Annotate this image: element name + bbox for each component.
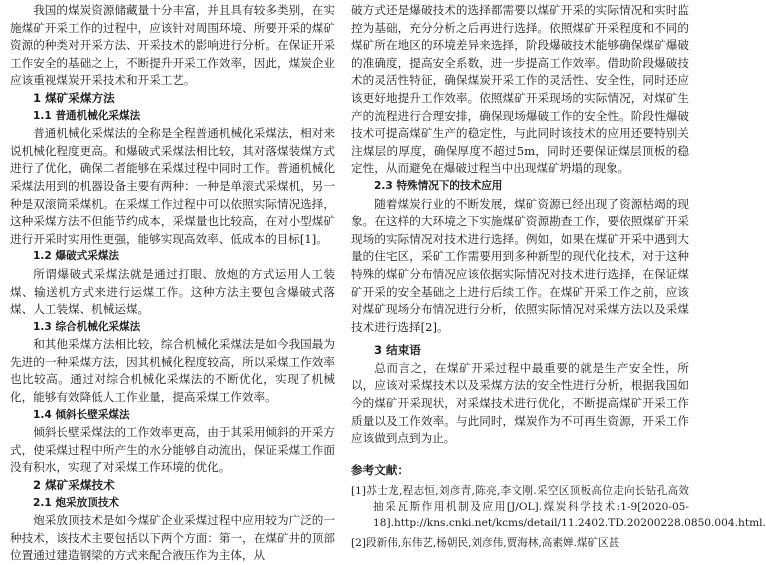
section-1-4-title: 1.4 倾斜长壁采煤法 <box>33 408 130 421</box>
section-2-3-paragraph: 随着煤炭行业的不断发展，煤矿资源已经出现了资源枯竭的现象。在这样的大环境之下实施煤矿资源勘查工作，要依照煤矿开采现场的实际情况对技术进行选择。例如，如果在煤矿开采中遇到大量的住宅区，采矿工作需要用到多种新型的现代化技术，对于这种特殊的煤矿分布情况应该依据实际情况对技术进行选择，在保证煤矿开采的安全基础之上进行后续工作。在煤矿开采工作之前，应该对煤矿现场分布情况进行分析，依照实际情况对采煤方法以及采煤技术进行选择[2]。 <box>351 196 689 334</box>
section-2-3-title: 2.3 特殊情况下的技术应用 <box>374 179 503 192</box>
continued-paragraph: 破方式还是爆破技术的选择都需要以煤矿开采的实际情况和实时监控为基础，充分分析之后再进行选择。依照煤矿开采程度和不同的煤矿所在地区的环境差异来选择，阶段爆破技术能够确保煤矿爆破的准确度，提高安全系数，进一步提高工作效率。借助阶段爆破技术的灵活性特征，确保煤炭开采工作的灵活性、安全性，同时还应该更好地提升工作效率。依照煤矿开采现场的实际情况，对煤矿生产的流程进行合理安排，确保现场爆破工作的安全性。阶段性爆破技术可提高煤矿生产的稳定性，与此同时该技术的应用还要特别关注煤层的厚度，确保厚度不超过5m，同时还要保证煤层顶板的稳定性，从而避免在爆破过程当中出现煤矿坍塌的现象。 <box>351 3 689 176</box>
section-1-2-paragraph: 所谓爆破式采煤法就是通过打眼、放炮的方式运用人工装煤、输送机方式来进行运煤工作。这种方法主要包含爆破式落煤、人工装煤、机械运煤。 <box>10 266 335 317</box>
reference-2: [2]段新伟,东伟艺,杨朝民,刘彦伟,贾海林,高素婵.煤矿区甚 <box>351 537 620 550</box>
section-1-3-paragraph: 和其他采煤方法相比较，综合机械化采煤法是如今我国最为先进的一种采煤方法，因其机械化程度较高，所以采煤工作效率也比较高。通过对综合机械化采煤法的不断优化，实现了机械化，能够有效降低人工作业量，提高采煤工作效率。 <box>10 337 335 405</box>
right-column <box>351 2 766 551</box>
reference-1: [1]苏士龙,程志恒,刘彦青,陈亮,李文刚.采空区顶板高位走向长钻孔高效抽采瓦斯作用机制及应用[J/OL].煤炭科学技术:1-9[2020-05-18].http://kns.cnki.net/kcms/detail/11.2402.TD.20200228.0850.004.html. <box>351 485 766 530</box>
section-1-title: 1 煤矿采煤方法 <box>33 90 115 105</box>
section-3-title: 3 结束语 <box>374 343 421 358</box>
section-1-3-title: 1.3 综合机械化采煤法 <box>33 320 141 333</box>
intro-paragraph: 我国的煤炭资源储藏量十分丰富，并且具有较多类别，在实施煤矿开采工作的过程中，应该针对周围环境、所要开采的煤矿资源的种类对开采方法、开采技术的影响进行分析。在保证开采工作安全的基础之上，不断提升开采工作效率，因此，煤炭企业应该重视煤炭开采技术和开采工艺。 <box>10 3 335 88</box>
left-column <box>10 2 335 565</box>
section-2-1-title: 2.1 炮采放顶技术 <box>33 496 120 509</box>
section-2-1-paragraph: 炮采放顶技术是如今煤矿企业采煤过程中应用较为广泛的一种技术，该技术主要包括以下两个方面：第一，在煤矿井的顶部位置通过建造钢梁的方式来配合液压作为主体，从 <box>10 513 335 563</box>
section-1-1-paragraph: 普通机械化采煤法的全称是全程普通机械化采煤法，相对来说机械化程度更高。和爆破式采煤法相比较，其对落煤装煤方式进行了优化，确保二者能够在采煤过程中同时工作。普通机械化采煤法用到的机器设备主要有两种：一种是单滚式采煤机，另一种是双滚筒采煤机。在采煤工作过程中可以依照实际情况选择，这种采煤方法不但能节约成本，采煤量也比较高，在对小型煤矿进行开采时实用性更强，能够实现高效率、低成本的目标[1]。 <box>10 126 335 246</box>
section-1-4-paragraph: 倾斜长壁采煤法的工作效率更高，由于其采用倾斜的开采方式，使采煤过程中所产生的水分能够自动流出，保证采煤工作面没有积水，实现了对采煤工作环境的优化。 <box>10 425 335 475</box>
section-2-title: 2 煤矿采煤技术 <box>33 478 115 493</box>
section-1-2-title: 1.2 爆破式采煤法 <box>33 250 120 263</box>
references-title: 参考文献： <box>351 462 409 477</box>
section-3-paragraph: 总而言之，在煤矿开采过程中最重要的就是生产安全性，所以，应该对采煤技术以及采煤方法的安全性进行分析，根据我国如今的煤矿开采现状，对采煤技术进行优化，不断提高煤矿开采工作质量以及工作效率。与此同时，煤炭作为不可再生资源，开采工作应该做到点到为止。 <box>351 360 689 446</box>
section-1-1-title: 1.1 普通机械化采煤法 <box>33 109 141 122</box>
